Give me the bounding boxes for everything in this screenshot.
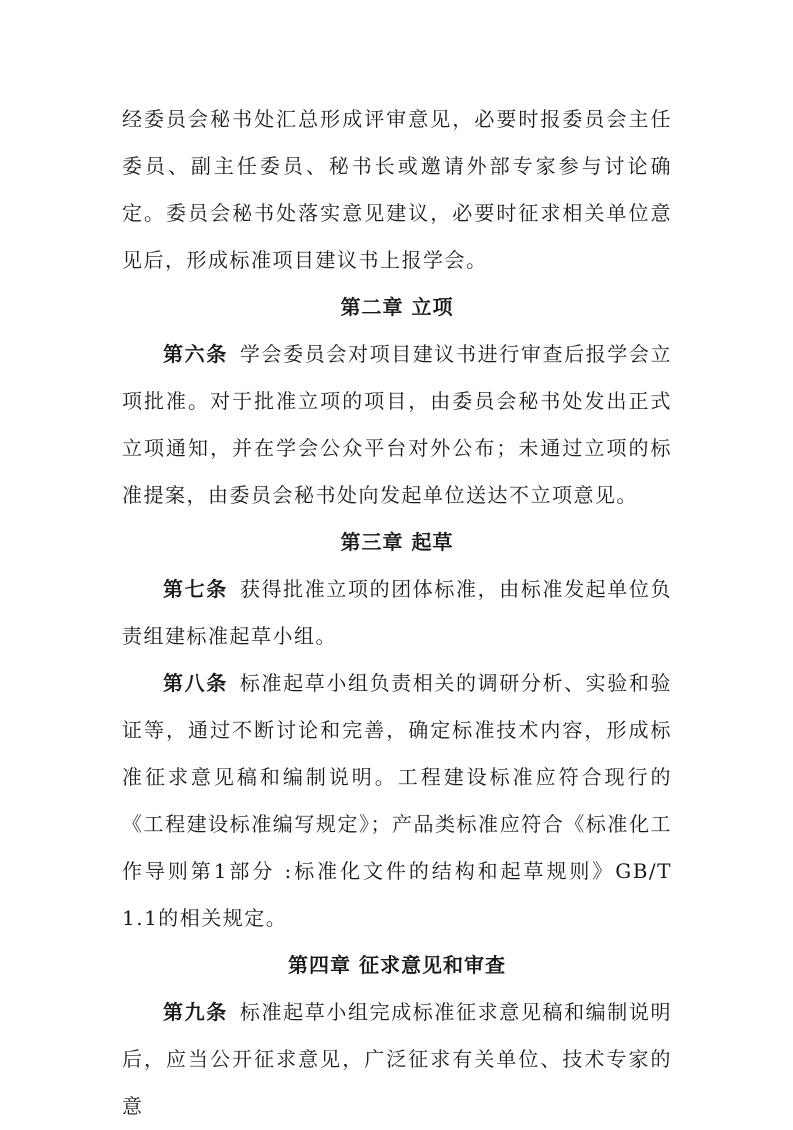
article-6-text: 学会委员会对项目建议书进行审查后报学会立项批准。对于批准立项的项目，由委员会秘书处发出正式立项通知，并在学会公众平台对外公布；未通过立项的标准提案，由委员会秘书处向发起单位送达不立项意见。 [122,342,673,507]
article-8 [122,660,672,942]
intro-paragraph-text: 经委员会秘书处汇总形成评审意见，必要时报委员会主任委员、副主任委员、秘书长或邀请外部专家参与讨论确定。委员会秘书处落实意见建议，必要时征求相关单位意见后，形成标准项目建议书上报学会。 [122,107,672,272]
article-9 [122,989,672,1130]
article-8-text: 标准起草小组负责相关的调研分析、实验和验证等，通过不断讨论和完善，确定标准技术内容，形成标准征求意见稿和编制说明。工程建设标准应符合现行的《工程建设标准编写规定》；产品类标准应符合《标准化工作导则第1部分 :标准化文件的结构和起草规则》GB/T 1.1的相关规定。 [122,671,673,930]
article-8-label: 第八条 [163,671,228,695]
article-9-label: 第九条 [163,1000,228,1024]
document-body [122,96,672,1130]
article-9-text: 标准起草小组完成标准征求意见稿和编制说明后，应当公开征求意见，广泛征求有关单位、技术专家的意 [122,1000,673,1118]
chapter-3-heading: 第三章 起草 [340,530,454,554]
article-6 [122,331,672,519]
article-7-label: 第七条 [163,577,228,601]
chapter-4-heading: 第四章 征求意见和审查 [288,953,506,977]
article-6-label: 第六条 [163,342,228,366]
intro-paragraph [122,96,672,284]
article-7-text: 获得批准立项的团体标准，由标准发起单位负责组建标准起草小组。 [122,577,673,648]
article-7 [122,566,672,660]
chapter-2-heading: 第二章 立项 [340,295,454,319]
